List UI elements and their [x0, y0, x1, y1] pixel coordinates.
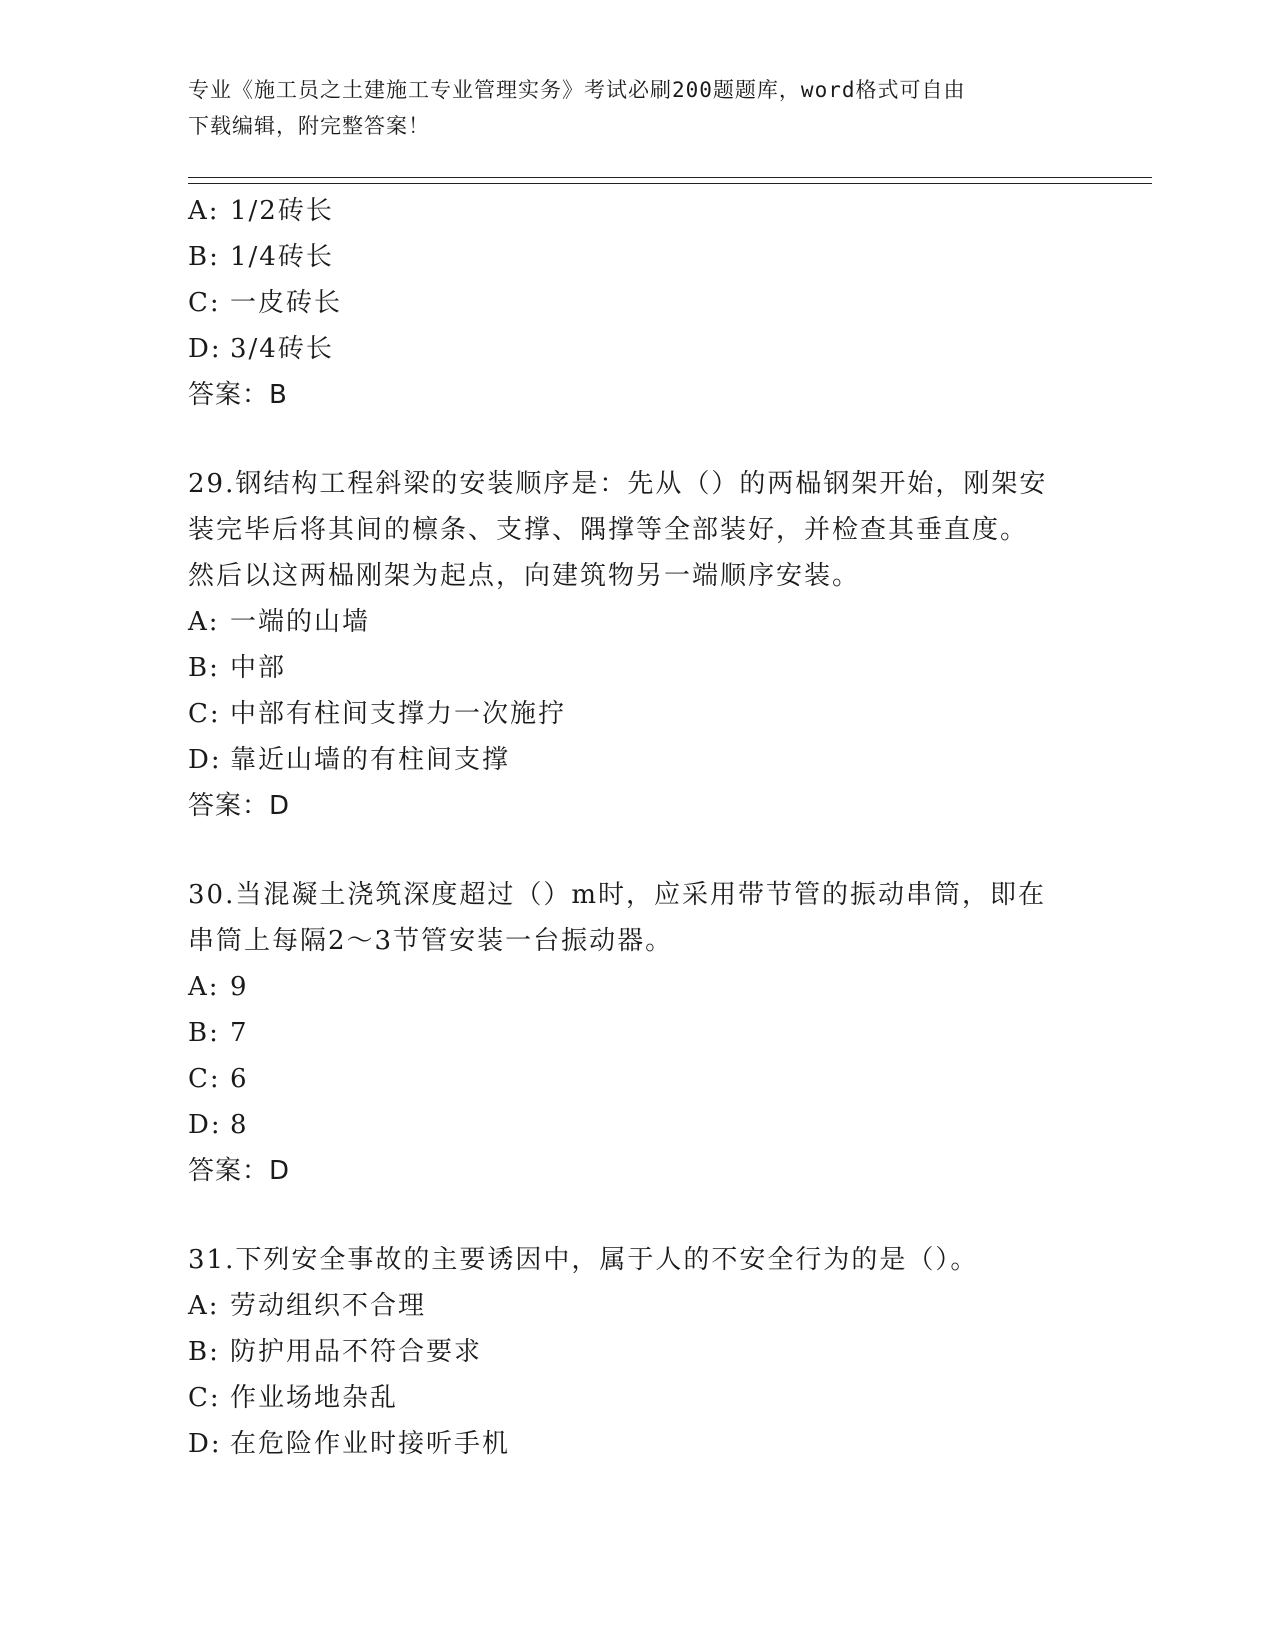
option-text: 中部有柱间支撑力一次施拧: [230, 699, 567, 729]
option-letter: C:: [188, 699, 221, 729]
option-letter: A:: [188, 607, 220, 637]
option-text: 在危险作业时接听手机: [230, 1429, 511, 1459]
option-text: 一端的山墙: [230, 607, 371, 637]
option-text: 防护用品不符合要求: [230, 1337, 483, 1367]
question-text-line: 然后以这两榀刚架为起点，向建筑物另一端顺序安装。: [188, 561, 861, 591]
question-text-line: 装完毕后将其间的檩条、支撑、隅撑等全部装好，并检查其垂直度。: [188, 515, 1029, 545]
option-letter: D:: [188, 334, 222, 364]
option-letter: C:: [188, 1064, 221, 1094]
question-text-line: 29.钢结构工程斜梁的安装顺序是：先从（）的两榀钢架开始，刚架安: [188, 469, 1048, 499]
question-text-line: 30.当混凝土浇筑深度超过（）m时，应采用带节管的振动串筒，即在: [188, 880, 1047, 910]
option-letter: C:: [188, 1383, 221, 1413]
option-b: [188, 234, 1128, 280]
option-text: 中部: [230, 653, 287, 683]
option-text: 作业场地杂乱: [230, 1383, 399, 1413]
option-letter: D:: [188, 745, 222, 775]
spacer: [188, 829, 1128, 872]
option-d: [188, 326, 1128, 372]
option-d: [188, 1421, 1128, 1467]
option-b: [188, 1329, 1128, 1375]
option-text: 6: [230, 1064, 249, 1094]
option-a: [188, 1283, 1128, 1329]
option-a: [188, 964, 1128, 1010]
option-a: [188, 188, 1128, 234]
question-31: [188, 1237, 1128, 1467]
option-text: 靠近山墙的有柱间支撑: [230, 745, 511, 775]
option-c: [188, 280, 1128, 326]
option-letter: C:: [188, 288, 221, 318]
option-c: [188, 1375, 1128, 1421]
option-letter: B:: [188, 242, 220, 272]
option-text: 8: [230, 1110, 249, 1140]
option-letter: B:: [188, 1337, 220, 1367]
option-b: [188, 1010, 1128, 1056]
option-text: 7: [230, 1018, 249, 1048]
header-divider-bottom: [188, 183, 1152, 184]
spacer: [188, 418, 1128, 461]
header-line-2: 下载编辑，附完整答案！: [188, 114, 430, 138]
question-text-line: 串筒上每隔2～3节管安装一台振动器。: [188, 926, 674, 956]
option-letter: D:: [188, 1110, 222, 1140]
question-29: [188, 461, 1128, 829]
option-text: 1/4砖长: [230, 242, 334, 272]
option-letter: D:: [188, 1429, 222, 1459]
option-text: 3/4砖长: [230, 334, 334, 364]
option-c: [188, 691, 1128, 737]
option-d: [188, 737, 1128, 783]
option-a: [188, 599, 1128, 645]
question-30: [188, 872, 1128, 1194]
option-letter: A:: [188, 196, 220, 226]
question-28-tail: [188, 188, 1128, 418]
option-text: 一皮砖长: [230, 288, 343, 318]
answer-line: 答案：B: [188, 380, 288, 410]
option-letter: A:: [188, 1291, 220, 1321]
header-divider-top: [188, 177, 1152, 178]
option-c: [188, 1056, 1128, 1102]
option-letter: A:: [188, 972, 220, 1002]
header-line-1: 专业《施工员之土建施工专业管理实务》考试必刷200题题库，word格式可自由: [188, 78, 966, 102]
answer-line: 答案：D: [188, 1156, 291, 1186]
option-text: 1/2砖长: [230, 196, 334, 226]
answer-line: 答案：D: [188, 791, 291, 821]
document-body: [188, 188, 1128, 1467]
spacer: [188, 1194, 1128, 1237]
question-text-line: 31.下列安全事故的主要诱因中，属于人的不安全行为的是（）。: [188, 1245, 979, 1275]
option-letter: B:: [188, 1018, 220, 1048]
option-d: [188, 1102, 1128, 1148]
option-text: 9: [230, 972, 249, 1002]
option-b: [188, 645, 1128, 691]
option-text: 劳动组织不合理: [230, 1291, 427, 1321]
option-letter: B:: [188, 653, 220, 683]
document-header: [188, 72, 1088, 144]
